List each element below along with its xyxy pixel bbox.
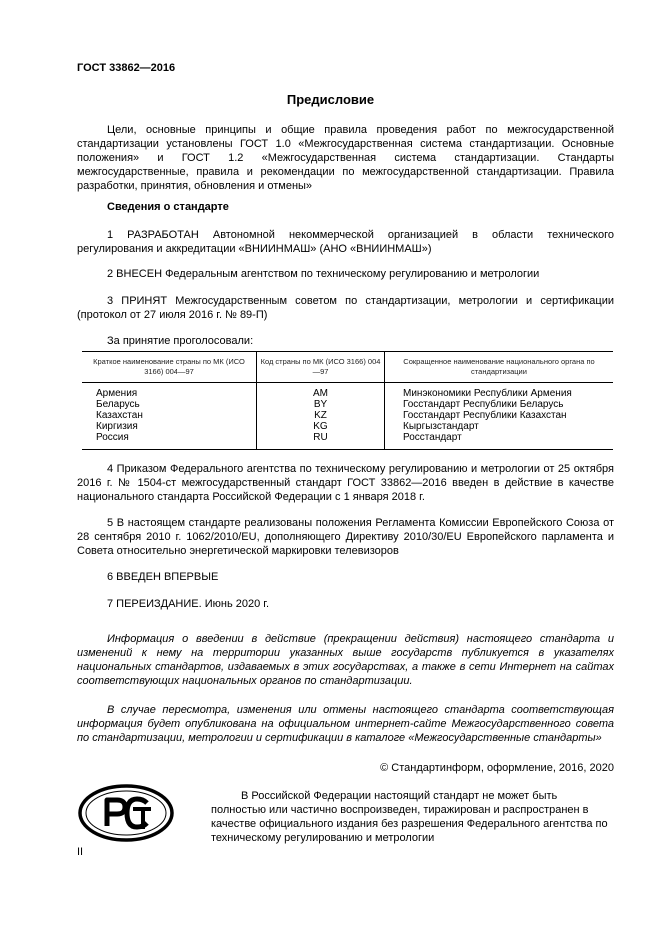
info-paragraph-1: Информация о введении в действие (прекращении действия) настоящего стандарта и изменений к нему на территории указанных выше государств публикуется в указателях национальных стандартов, издаваемых в этих государствах, а также в сети Интернет на сайтах соответствующих национальных органов по стандартизации. xyxy=(77,633,614,687)
item-7: 7 ПЕРЕИЗДАНИЕ. Июнь 2020 г. xyxy=(107,598,269,610)
rst-logo-icon xyxy=(77,783,175,843)
item-4: 4 Приказом Федерального агентства по техническому регулированию и метрологии от 25 октября 2016 г. № 1504-ст межгосударственный стандарт ГОСТ 33862—2016 введен в действие в качестве национального стандарта Российской Федерации с 1 января 2018 г. xyxy=(77,463,614,503)
table-cell: KZ xyxy=(257,410,385,421)
table-cell: AM xyxy=(257,383,385,400)
item-5: 5 В настоящем стандарте реализованы положения Регламента Комиссии Европейского Союза от 28 сентября 2010 г. 1062/2010/EU, дополняющего Директиву 2010/30/EU Европейского парламента и Совета относительно энергетической маркировки телевизоров xyxy=(77,517,614,557)
vote-label: За принятие проголосовали: xyxy=(107,335,254,347)
copyright-line: © Стандартинформ, оформление, 2016, 2020 xyxy=(380,762,614,774)
copyright-notice: В Российской Федерации настоящий стандарт не может быть полностью или частично воспроизведен, тиражирован и распространен в качестве официального издания без разрешения Федерального агентства по техническому регулированию и метрологии xyxy=(211,790,608,844)
page-number: II xyxy=(77,846,84,858)
info-paragraph-2: В случае пересмотра, изменения или отмены настоящего стандарта соответствующая информация будет опубликована на официальном интернет-сайте Межгосударственного совета по стандартизации, метрологии и сертификации в каталоге «Межгосударственные стандарты» xyxy=(77,704,614,744)
table-header-organ: Сокращенное наименование национального органа по стандартизации xyxy=(385,352,614,383)
table-cell: BY xyxy=(257,399,385,410)
table-header-country: Краткое наименование страны по МК (ИСО 3166) 004—97 xyxy=(82,352,257,383)
countries-table xyxy=(82,351,613,450)
item-1: 1 РАЗРАБОТАН Автономной некоммерческой организацией в области технического регулирования и аккредитации «ВНИИНМАШ» (АНО «ВНИИНМАШ») xyxy=(77,229,614,255)
item-6: 6 ВВЕДЕН ВПЕРВЫЕ xyxy=(107,571,219,583)
intro-paragraph: Цели, основные принципы и общие правила проведения работ по межгосударственной стандартизации установлены ГОСТ 1.0 «Межгосударственная система стандартизации. Основные положения» и ГОСТ 1.2 «Межгосударственная система стандартизации. Стандарты межгосударственные, правила и рекомендации по межгосударственной стандартизации. Правила разработки, принятия, обновления и отмены» xyxy=(77,124,614,192)
table-cell: Беларусь xyxy=(82,399,257,410)
table-row xyxy=(82,432,613,450)
table-cell: Росстандарт xyxy=(385,432,614,450)
table-cell: Киргизия xyxy=(82,421,257,432)
table-cell: Госстандарт Республики Беларусь xyxy=(403,399,564,410)
table-cell: Армения xyxy=(82,383,257,400)
table-cell: KG xyxy=(257,421,385,432)
table-cell: Казахстан xyxy=(82,410,257,421)
table-row xyxy=(82,399,613,410)
table-row xyxy=(82,421,613,432)
document-header: ГОСТ 33862—2016 xyxy=(77,62,176,74)
table-cell: Минэкономики Республики Армения xyxy=(403,388,572,399)
item-2: 2 ВНЕСЕН Федеральным агентством по техническому регулированию и метрологии xyxy=(107,268,540,280)
table-header-code: Код страны по МК (ИСО 3166) 004—97 xyxy=(257,352,385,383)
table-cell: RU xyxy=(257,432,385,450)
table-row xyxy=(82,383,613,400)
table-cell: Кыргызстандарт xyxy=(403,421,479,432)
item-3: 3 ПРИНЯТ Межгосударственным советом по стандартизации, метрологии и сертификации (протокол от 27 июля 2016 г. № 89-П) xyxy=(77,295,614,321)
table-cell: Россия xyxy=(82,432,257,450)
table-cell: Госстандарт Республики Казахстан xyxy=(403,410,567,421)
page-title: Предисловие xyxy=(286,92,375,107)
section-heading: Сведения о стандарте xyxy=(107,201,229,213)
table-row xyxy=(82,410,613,421)
